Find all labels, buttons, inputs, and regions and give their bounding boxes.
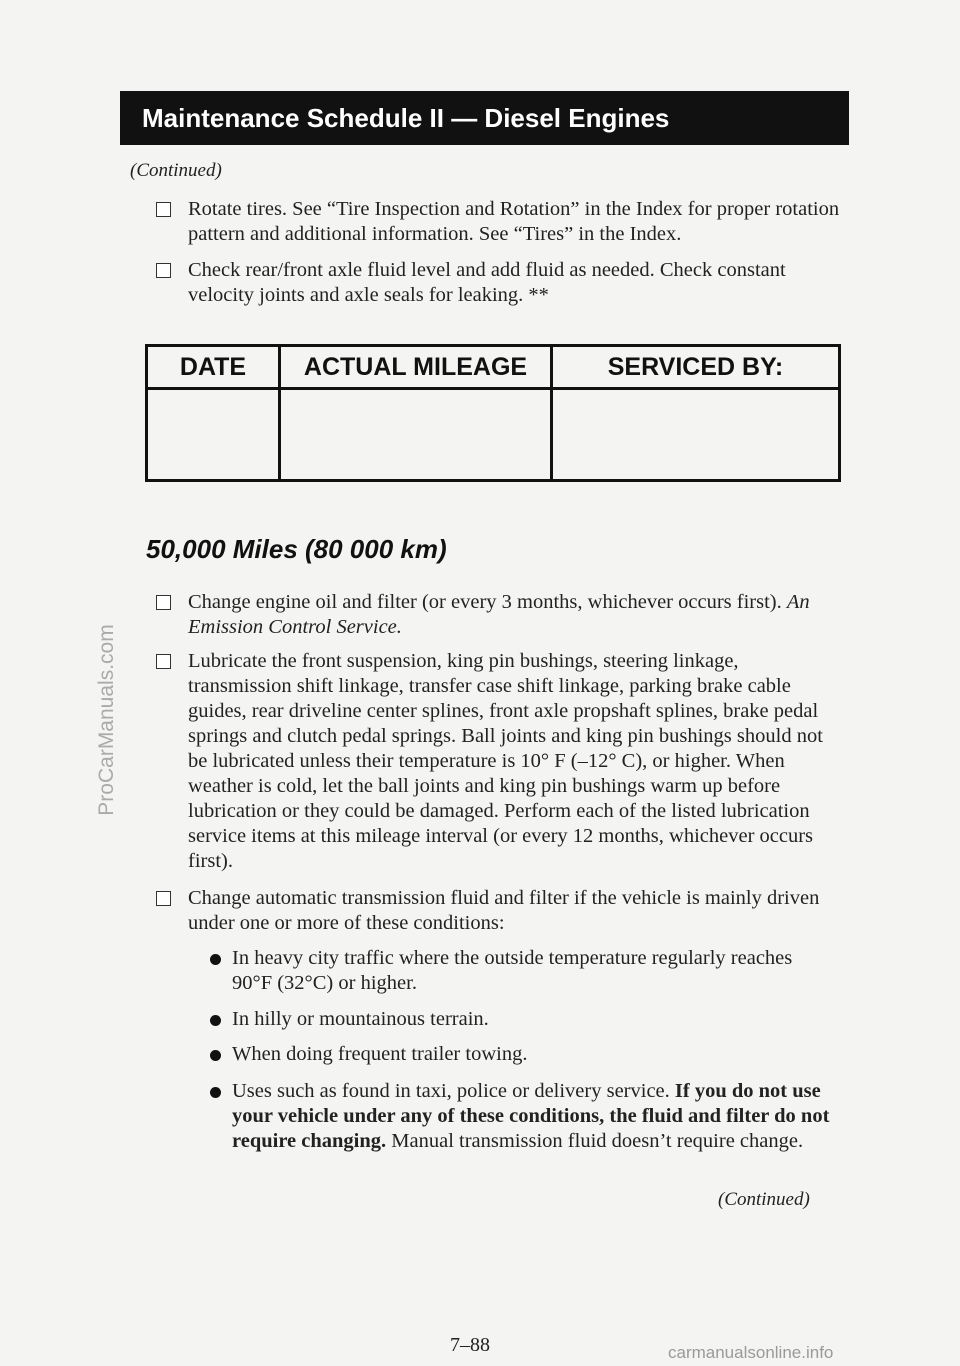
bullet-item: [210, 946, 830, 996]
checkbox-icon[interactable]: [156, 595, 171, 610]
table-header-date: DATE: [148, 347, 278, 390]
checklist-item-text: Rotate tires. See “Tire Inspection and Rotation” in the Index for proper rotation pattern and additional information. See “Tires” in the Index.: [188, 198, 840, 245]
checkbox-icon[interactable]: [156, 891, 171, 906]
checklist-item-text: Check rear/front axle fluid level and add fluid as needed. Check constant velocity joints and axle seals for leaking. **: [188, 259, 786, 306]
checklist-item-text: Change engine oil and filter (or every 3 months, whichever occurs first).: [188, 591, 787, 613]
mileage-cell[interactable]: [278, 390, 550, 479]
checklist-item: [156, 886, 846, 936]
bullet-text: In hilly or mountainous terrain.: [232, 1008, 489, 1030]
bullet-bold-text: If you do not use your vehicle under any of these conditions, the fluid and filter do not require changing.: [232, 1080, 830, 1152]
page-header: [120, 91, 849, 145]
page-title: Maintenance Schedule II — Diesel Engines: [142, 102, 670, 133]
date-cell[interactable]: [148, 390, 278, 479]
emission-service-note: An Emission Control Service.: [188, 591, 810, 638]
checklist-item: [156, 258, 846, 308]
watermark-bottom: carmanualsonline.info: [668, 1343, 834, 1362]
checkbox-icon[interactable]: [156, 263, 171, 278]
bullet-text: In heavy city traffic where the outside temperature regularly reaches 90°F (32°C) or higher.: [232, 947, 793, 994]
checkbox-icon[interactable]: [156, 654, 171, 669]
bullet-text: When doing frequent trailer towing.: [232, 1043, 528, 1065]
table-header-mileage: ACTUAL MILEAGE: [278, 347, 550, 390]
checklist-item: [156, 197, 846, 247]
bullet-item: [210, 1079, 830, 1154]
bullet-icon: [210, 1015, 221, 1026]
service-record-table: [145, 344, 841, 482]
page-number: 7–88: [450, 1334, 490, 1356]
table-header-serviced-by: SERVICED BY:: [550, 347, 838, 390]
bullet-icon: [210, 1087, 221, 1098]
continued-label-bottom: (Continued): [718, 1189, 810, 1210]
bullet-tail-text: Manual transmission fluid doesn’t require change.: [386, 1130, 804, 1152]
serviced-by-cell[interactable]: [550, 390, 838, 479]
bullet-icon: [210, 1050, 221, 1061]
bullet-icon: [210, 954, 221, 965]
checklist-item-text: Change automatic transmission fluid and filter if the vehicle is mainly driven under one or more of these conditions:: [188, 887, 820, 934]
section-heading: 50,000 Miles (80 000 km): [146, 534, 447, 564]
checkbox-icon[interactable]: [156, 202, 171, 217]
checklist-item-text: Lubricate the front suspension, king pin bushings, steering linkage, transmission shift linkage, transfer case shift linkage, parking brake cable guides, rear driveline center splines, front axle propshaft splines, brake pedal springs and clutch pedal springs. Ball joints and king pin bushings should not be lubricated unless their temperature is 10° F (–12° C), or higher. When weather is cold, let the ball joints and king pin bushings warm up before lubrication or they could be damaged. Perform each of the listed lubrication service items at this mileage interval (or every 12 months, whichever occurs first).: [188, 650, 823, 872]
checklist-item: [156, 649, 846, 874]
continued-label-top: (Continued): [130, 160, 222, 181]
watermark-side: ProCarManuals.com: [95, 624, 118, 816]
bullet-item: [210, 1042, 830, 1067]
bullet-item: [210, 1007, 830, 1032]
checklist-item: [156, 590, 846, 640]
bullet-text: Uses such as found in taxi, police or delivery service.: [232, 1080, 675, 1102]
